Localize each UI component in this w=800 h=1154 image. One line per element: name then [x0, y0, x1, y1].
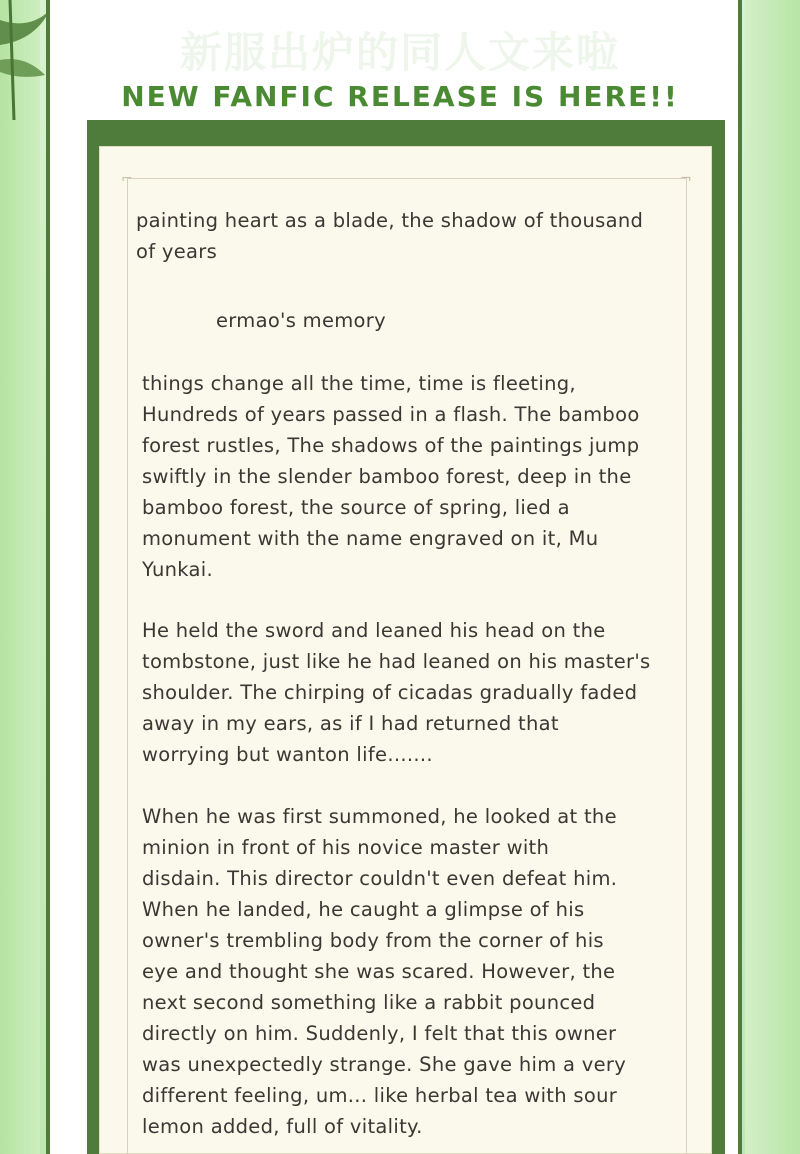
right-background-band — [745, 0, 800, 1154]
headline: NEW FANFIC RELEASE IS HERE!! — [121, 80, 679, 113]
paragraph-2: He held the sword and leaned his head on the tombstone, just like he had leaned on his master's shoulder. The chirping of cicadas gradually faded away in my ears, as if I had returned that worrying but wanton life....... — [142, 619, 651, 766]
paragraph-3: When he was first summoned, he looked at the minion in front of his novice master with disdain. This director couldn't even defeat him. When he landed, he caught a glimpse of his owner's trembling body from the corner of his eye and thought she was scared. However, the next second something like a rabbit pounced directly on him. Suddenly, I felt that this owner was unexpectedly strange. She gave him a very different feeling, um... like herbal tea with sour lemon added, full of vitality. — [142, 805, 627, 1138]
article-title: painting heart as a blade, the shadow of thousand of years — [136, 209, 644, 263]
faded-chinese-title: 新服出炉的同人文来啦 — [179, 28, 620, 77]
corner-ornament-right: ¬ — [680, 171, 692, 187]
site-logo-watermark — [672, 1096, 792, 1144]
paragraph-1: things change all the time, time is fleeting, Hundreds of years passed in a flash. The bamboo forest rustles, The shadows of the paintings jump swiftly in the slender bamboo forest, deep in the bamboo forest, the source of spring, lied a monument with the name engraved on it, Mu Yunkai. — [142, 372, 640, 581]
left-background-band — [0, 0, 40, 1154]
corner-ornament-left: ⌐ — [121, 171, 133, 187]
article-subtitle: ermao's memory — [216, 309, 386, 332]
